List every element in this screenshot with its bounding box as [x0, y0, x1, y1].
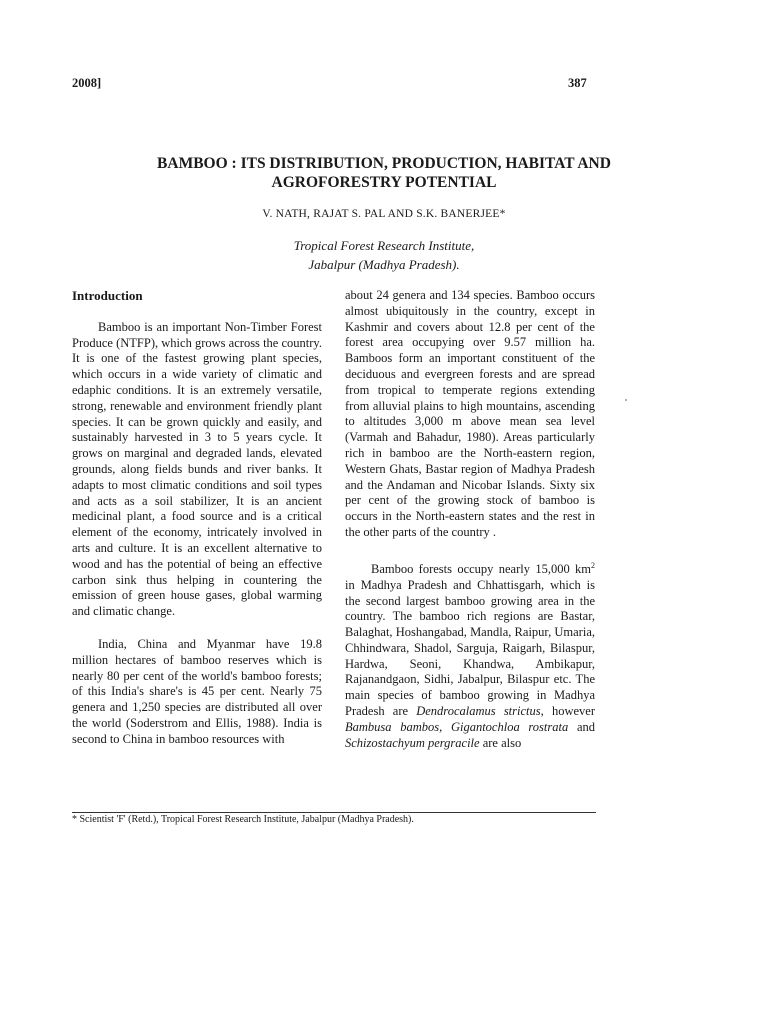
- intro-paragraph-2: India, China and Myanmar have 19.8 million hectares of bamboo reserves which is nearly 80 per cent of the world's bamboo forests; of this India's share's is 45 per cent. Nearly 75 genera and 1,250 species are distributed all over the world (Soderstrom and Ellis, 1988). India is second to China in bamboo resources with: [72, 636, 322, 746]
- running-head-year: 2008]: [72, 76, 102, 90]
- text-and: and: [568, 719, 595, 734]
- right-column: [345, 288, 595, 751]
- article-title: [60, 154, 708, 192]
- section-heading-introduction: Introduction: [72, 288, 143, 303]
- scan-speck: [625, 399, 627, 401]
- right-paragraph-2: [345, 558, 595, 752]
- right-paragraph-2-end: are also: [479, 735, 522, 750]
- right-paragraph-2-start: Bamboo forests occupy nearly 15,000 km: [371, 561, 591, 576]
- affiliation-line-1: Tropical Forest Research Institute,: [293, 238, 475, 253]
- left-column: [72, 288, 322, 748]
- title-line-2: AGROFORESTRY POTENTIAL: [271, 174, 497, 191]
- title-line-1: BAMBOO : ITS DISTRIBUTION, PRODUCTION, HABITAT AND: [157, 155, 611, 172]
- affiliation: [60, 236, 708, 274]
- affiliation-line-2: Jabalpur (Madhya Pradesh).: [308, 257, 460, 272]
- text-however: however: [543, 704, 595, 719]
- superscript-2: 2: [591, 560, 595, 570]
- footnote: * Scientist 'F' (Retd.), Tropical Forest Research Institute, Jabalpur (Madhya Pradesh).: [72, 814, 414, 825]
- species-schizostachyum: Schizostachyum pergracile: [345, 735, 480, 750]
- species-bambusa-gigantochloa: Bambusa bambos, Gigantochloa rostrata: [345, 719, 569, 734]
- intro-paragraph-1: Bamboo is an important Non-Timber Forest Produce (NTFP), which grows across the country. It is one of the fastest growing plant species, which occurs in a wide variety of climatic and edaphic conditions. It is an extremely versatile, strong, renewable and environment friendly plant species. It can be grown quickly and easily, and sustainably harvested in 3 to 5 years cycle. It grows on marginal and degraded lands, elevated grounds, along fields bunds and river banks. It adapts to most climatic conditions and soil types and acts as a soil stabilizer, It is an ancient medicinal plant, a food source and is a critical element of the economy, intricately involved in arts and culture. It is an excellent alternative to wood and has the potential of being an effective carbon sink thus helping in countering the emission of green house gases, global warming and climatic change.: [72, 319, 322, 619]
- footnote-rule: [72, 812, 596, 813]
- authors: V. NATH, RAJAT S. PAL AND S.K. BANERJEE*: [262, 208, 506, 220]
- page-number: 387: [568, 76, 587, 90]
- right-paragraph-1: about 24 genera and 134 species. Bamboo occurs almost ubiquitously in the country, except in Kashmir and covers about 12.8 per cent of the forest area occupying over 9.57 million ha. Bamboos form an important constituent of the deciduous and evergreen forests and are spread from tropical to temperate regions extending from alluvial plains to high mountains, ascending to altitudes 3,000 m above mean sea level (Varmah and Bahadur, 1980). Areas particularly rich in bamboo are the North-eastern region, Western Ghats, Bastar region of Madhya Pradesh and the Andaman and Nicobar Islands. Sixty six per cent of the growing stock of bamboo is occurs in the North-eastern states and the rest in the other parts of the country .: [345, 288, 595, 539]
- right-paragraph-2-body: in Madhya Pradesh and Chhattisgarh, which is the second largest bamboo growing area in the country. The bamboo rich regions are Bastar, Balaghat, Hoshangabad, Mandla, Raipur, Umaria, Chhindwara, Shadol, Sarguja, Raigarh, Bilaspur, Hardwa, Seoni, Khandwa, Ambikapur, Rajanandgaon, Sidhi, Jabalpur, Bilaspur etc. The main species of bamboo growing in Madhya Pradesh are: [345, 577, 595, 719]
- species-dendrocalamus: Dendrocalamus strictus,: [416, 704, 544, 719]
